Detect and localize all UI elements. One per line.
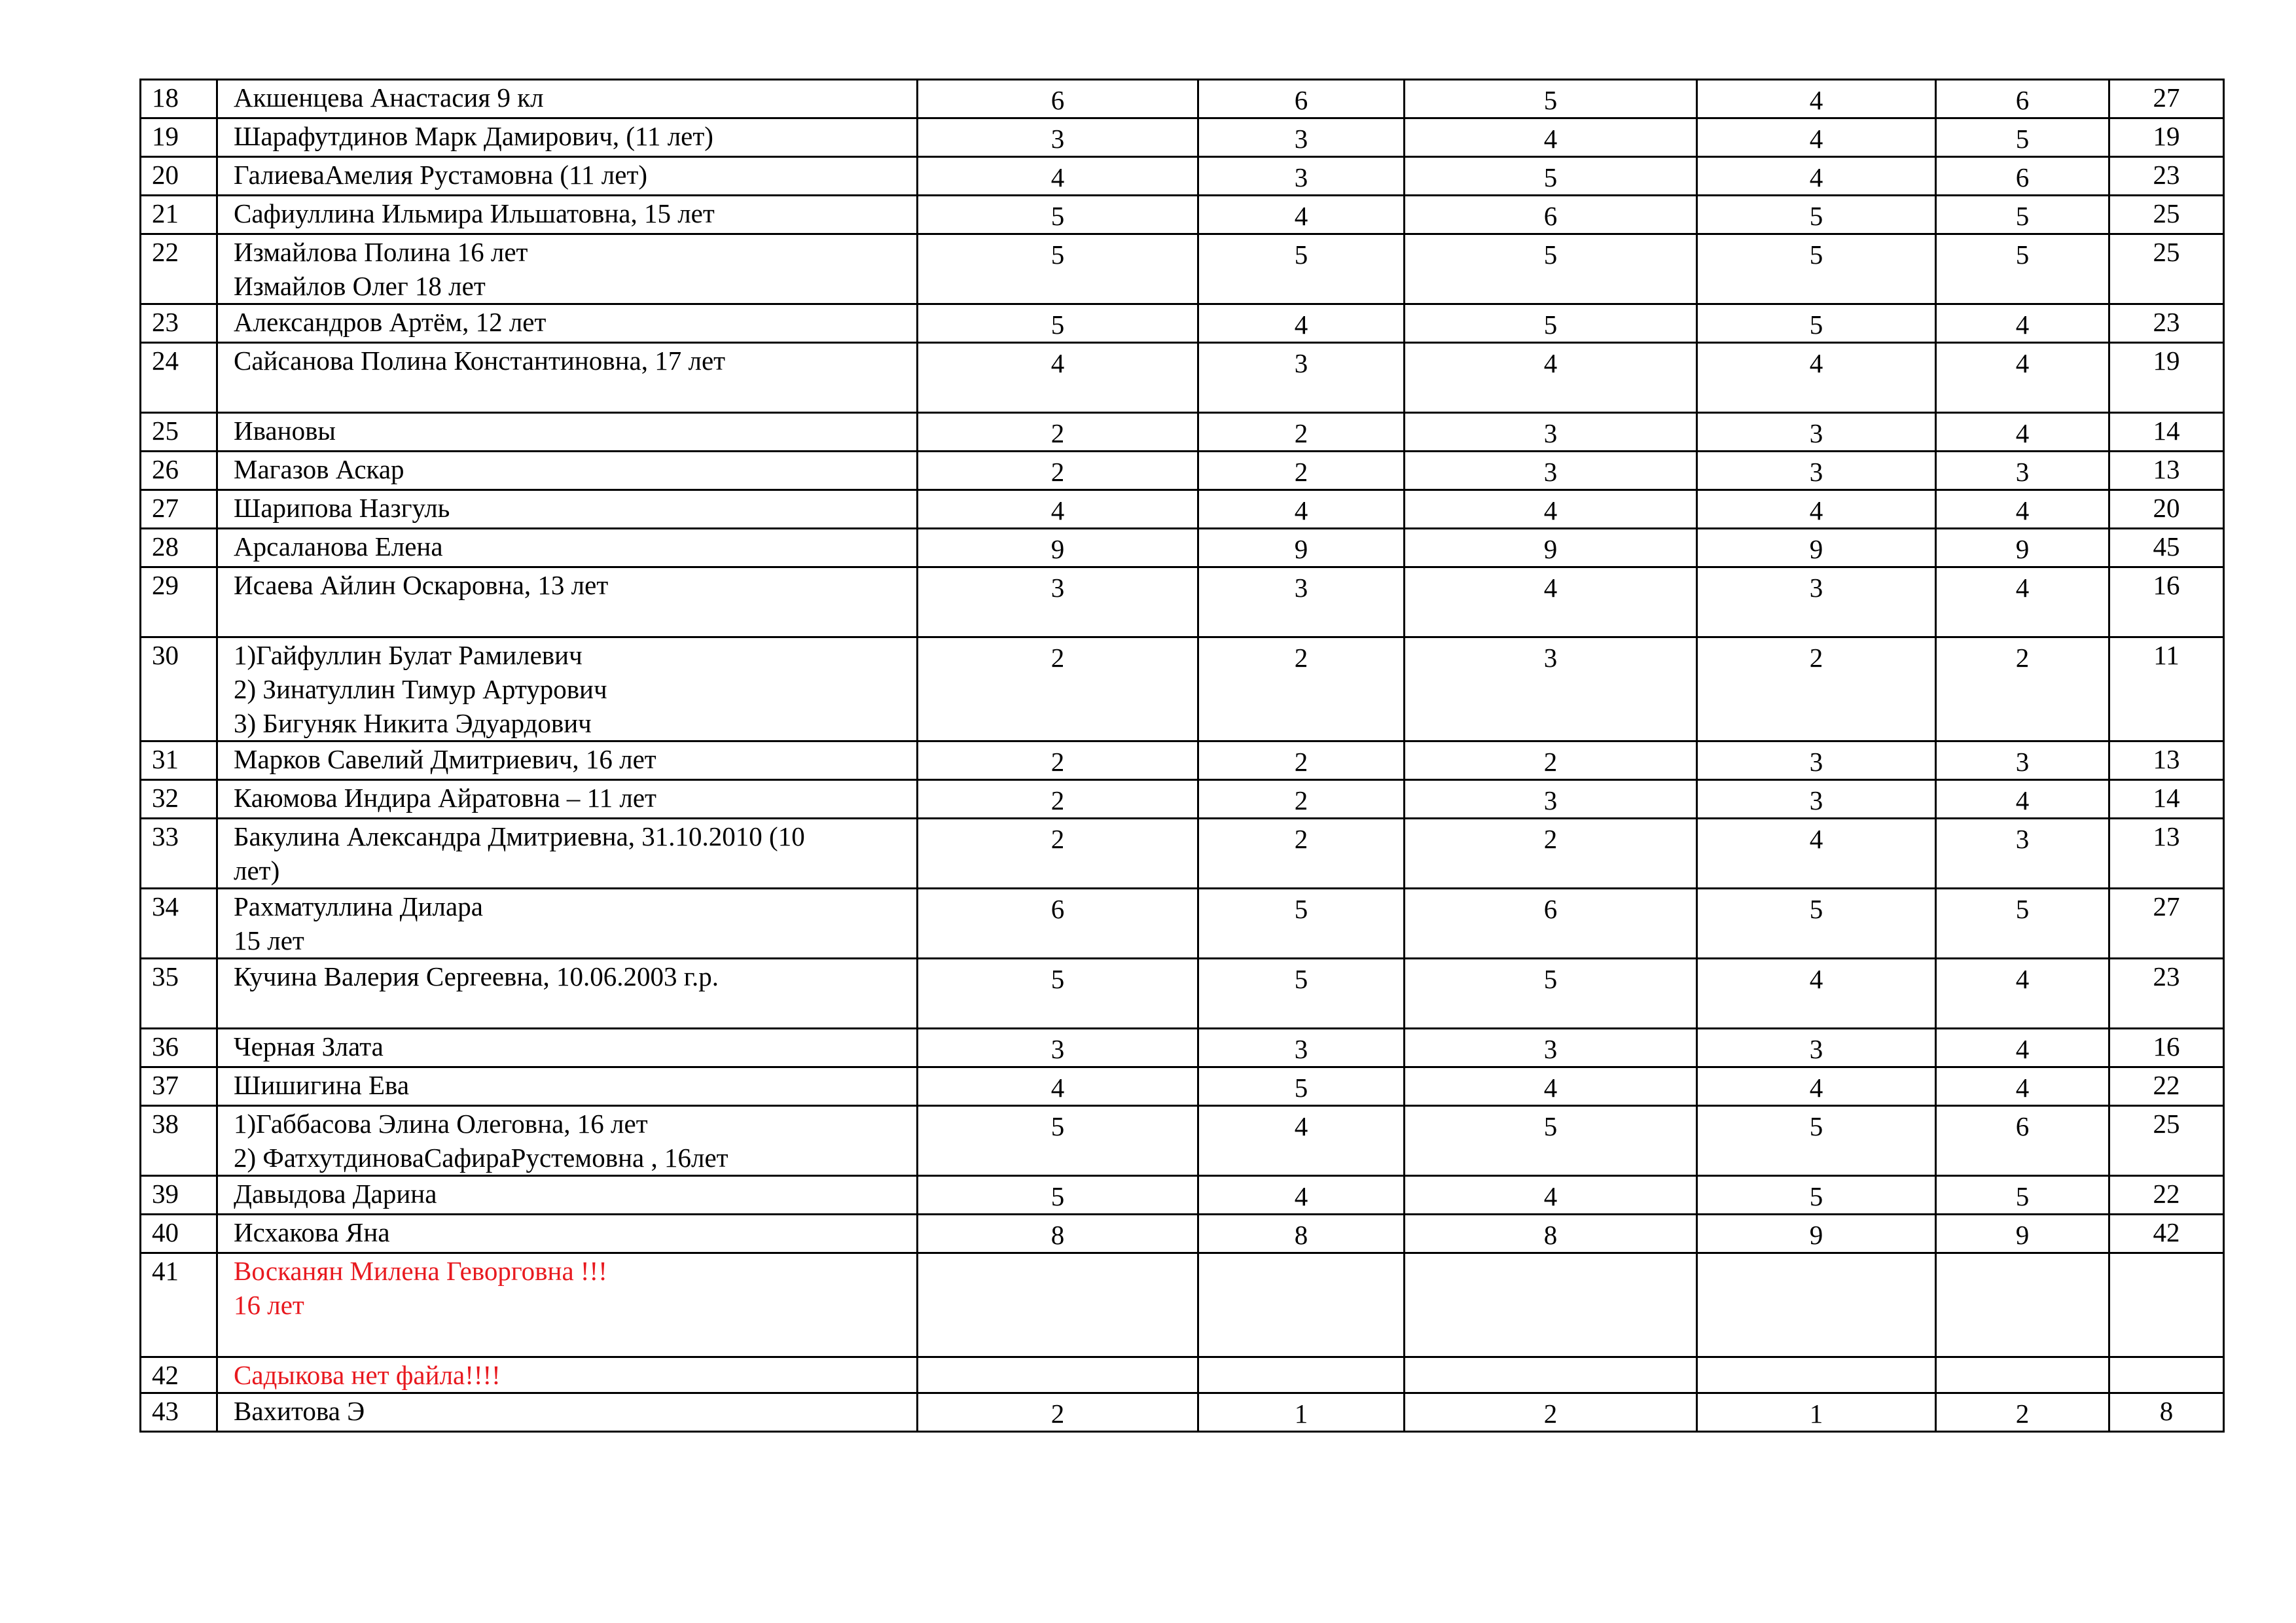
score-cell: 2 [918, 1393, 1198, 1432]
score-cell: 5 [1405, 157, 1697, 196]
participant-name-line: Бакулина Александра Дмитриевна, 31.10.2010 (10 [234, 821, 805, 851]
total-cell: 25 [2109, 234, 2224, 304]
score-cell [1697, 1253, 1936, 1357]
table-row [141, 889, 2224, 959]
table-row [141, 780, 2224, 819]
score-cell: 3 [1936, 741, 2109, 780]
participant-name-line: Вахитова Э [234, 1396, 365, 1426]
score-cell: 4 [1405, 567, 1697, 637]
score-cell: 4 [1697, 490, 1936, 529]
score-cell: 4 [1936, 413, 2109, 452]
table-row [141, 118, 2224, 157]
table-row [141, 234, 2224, 304]
score-cell: 8 [1405, 1215, 1697, 1253]
score-cell: 5 [918, 304, 1198, 343]
score-cell: 4 [1936, 567, 2109, 637]
participant-name [217, 741, 918, 780]
participant-name-line: 2) ФатхутдиноваСафираРустемовна , 16лет [234, 1143, 728, 1173]
participant-name [217, 452, 918, 490]
score-cell: 2 [1405, 819, 1697, 889]
participant-name-line: Шарафутдинов Марк Дамирович, (11 лет) [234, 121, 713, 151]
score-cell: 9 [1198, 529, 1405, 567]
score-cell [1198, 1357, 1405, 1393]
participant-name-line: Марков Савелий Дмитриевич, 16 лет [234, 744, 656, 774]
score-cell: 5 [918, 234, 1198, 304]
participant-name [217, 637, 918, 741]
total-cell: 16 [2109, 567, 2224, 637]
participant-name-line: Сайсанова Полина Константиновна, 17 лет [234, 346, 726, 376]
score-cell: 3 [1405, 637, 1697, 741]
row-number: 37 [141, 1067, 217, 1106]
table-row [141, 1067, 2224, 1106]
score-cell: 8 [918, 1215, 1198, 1253]
total-cell: 25 [2109, 196, 2224, 234]
table-row [141, 819, 2224, 889]
score-cell: 5 [1198, 1067, 1405, 1106]
participant-name [217, 196, 918, 234]
row-number: 29 [141, 567, 217, 637]
participant-name-line: Арсаланова Елена [234, 531, 443, 562]
score-cell: 5 [1405, 80, 1697, 118]
score-cell: 6 [1198, 80, 1405, 118]
score-cell: 5 [1697, 1176, 1936, 1215]
score-cell: 6 [1936, 1106, 2109, 1176]
participant-name [217, 959, 918, 1029]
table-row [141, 413, 2224, 452]
participant-name-line: Исхакова Яна [234, 1217, 390, 1247]
table-row [141, 80, 2224, 118]
row-number: 32 [141, 780, 217, 819]
score-cell: 4 [918, 1067, 1198, 1106]
total-cell: 22 [2109, 1067, 2224, 1106]
participant-name-line: Черная Злата [234, 1031, 384, 1061]
score-table [139, 79, 2225, 1433]
score-cell: 3 [1936, 819, 2109, 889]
row-number: 40 [141, 1215, 217, 1253]
participant-name-line: Кучина Валерия Сергеевна, 10.06.2003 г.р. [234, 961, 719, 991]
row-number: 35 [141, 959, 217, 1029]
participant-name [217, 1106, 918, 1176]
score-cell: 3 [918, 567, 1198, 637]
participant-name-line: Садыкова нет файла!!!! [234, 1360, 501, 1390]
participant-name [217, 118, 918, 157]
score-cell: 5 [1936, 196, 2109, 234]
score-cell: 6 [1936, 157, 2109, 196]
score-cell: 5 [1198, 234, 1405, 304]
participant-name [217, 1176, 918, 1215]
total-cell: 13 [2109, 452, 2224, 490]
score-cell: 3 [1936, 452, 2109, 490]
total-cell: 19 [2109, 118, 2224, 157]
score-cell: 9 [1936, 1215, 2109, 1253]
participant-name [217, 889, 918, 959]
score-table-body [141, 80, 2224, 1432]
score-cell: 4 [1405, 1067, 1697, 1106]
score-cell: 9 [1697, 529, 1936, 567]
score-cell: 2 [1936, 1393, 2109, 1432]
score-cell: 2 [1198, 741, 1405, 780]
score-cell: 4 [1936, 959, 2109, 1029]
participant-name-line: Акшенцева Анастасия 9 кл [234, 82, 544, 113]
participant-name-line [234, 1322, 916, 1356]
table-row [141, 1253, 2224, 1357]
row-number: 18 [141, 80, 217, 118]
row-number: 34 [141, 889, 217, 959]
score-cell: 5 [918, 1176, 1198, 1215]
participant-name-line: Рахматуллина Дилара [234, 891, 483, 921]
score-cell: 5 [1198, 889, 1405, 959]
score-cell: 3 [1198, 567, 1405, 637]
participant-name-line [234, 378, 916, 412]
table-row [141, 1176, 2224, 1215]
total-cell: 14 [2109, 413, 2224, 452]
score-cell [1936, 1253, 2109, 1357]
score-cell: 3 [1405, 413, 1697, 452]
participant-name-line: Магазов Аскар [234, 454, 404, 484]
total-cell [2109, 1357, 2224, 1393]
score-cell: 5 [1697, 304, 1936, 343]
score-cell: 4 [1936, 490, 2109, 529]
participant-name-line: 1)Гайфуллин Булат Рамилевич [234, 640, 583, 670]
row-number: 38 [141, 1106, 217, 1176]
table-row [141, 490, 2224, 529]
row-number: 24 [141, 343, 217, 413]
score-cell: 5 [1936, 889, 2109, 959]
table-row [141, 1215, 2224, 1253]
score-cell: 2 [918, 413, 1198, 452]
score-cell: 3 [1697, 1029, 1936, 1067]
score-cell: 2 [1198, 819, 1405, 889]
participant-name [217, 343, 918, 413]
participant-name-line: 2) Зинатуллин Тимур Артурович [234, 674, 607, 704]
score-cell [1198, 1253, 1405, 1357]
participant-name [217, 1357, 918, 1393]
total-cell: 25 [2109, 1106, 2224, 1176]
score-cell: 2 [1198, 413, 1405, 452]
score-cell: 3 [918, 1029, 1198, 1067]
row-number: 31 [141, 741, 217, 780]
total-cell: 23 [2109, 157, 2224, 196]
score-cell: 4 [1198, 1176, 1405, 1215]
score-cell: 3 [1697, 452, 1936, 490]
row-number: 28 [141, 529, 217, 567]
score-cell: 4 [1936, 304, 2109, 343]
score-cell [918, 1357, 1198, 1393]
participant-name [217, 1067, 918, 1106]
score-cell: 9 [918, 529, 1198, 567]
score-cell: 9 [1405, 529, 1697, 567]
score-cell: 3 [1697, 741, 1936, 780]
table-row [141, 637, 2224, 741]
participant-name [217, 413, 918, 452]
score-cell: 2 [1936, 637, 2109, 741]
participant-name [217, 1393, 918, 1432]
participant-name-line: Шарипова Назгуль [234, 493, 450, 523]
score-cell [918, 1253, 1198, 1357]
score-cell: 4 [1405, 490, 1697, 529]
total-cell: 8 [2109, 1393, 2224, 1432]
score-cell: 6 [918, 80, 1198, 118]
score-cell: 4 [918, 157, 1198, 196]
score-cell: 4 [1936, 1029, 2109, 1067]
participant-name [217, 780, 918, 819]
score-cell: 3 [1198, 343, 1405, 413]
participant-name [217, 234, 918, 304]
score-cell: 4 [1697, 343, 1936, 413]
score-cell: 2 [918, 780, 1198, 819]
table-row [141, 1357, 2224, 1393]
score-cell [1405, 1253, 1697, 1357]
score-cell: 4 [1697, 959, 1936, 1029]
participant-name [217, 304, 918, 343]
participant-name [217, 490, 918, 529]
score-cell: 4 [1198, 490, 1405, 529]
score-cell: 2 [1405, 1393, 1697, 1432]
score-cell: 9 [1936, 529, 2109, 567]
table-row [141, 452, 2224, 490]
participant-name-line: Александров Артём, 12 лет [234, 307, 547, 337]
score-cell: 1 [1697, 1393, 1936, 1432]
score-cell: 2 [918, 819, 1198, 889]
total-cell [2109, 1253, 2224, 1357]
score-cell: 4 [1405, 343, 1697, 413]
table-row [141, 1106, 2224, 1176]
row-number: 22 [141, 234, 217, 304]
participant-name-line: Восканян Милена Геворговна !!! [234, 1256, 607, 1286]
score-cell: 6 [1405, 889, 1697, 959]
score-cell: 3 [1405, 1029, 1697, 1067]
participant-name-line [234, 993, 916, 1027]
table-row [141, 304, 2224, 343]
score-cell: 4 [1405, 1176, 1697, 1215]
score-cell: 2 [918, 637, 1198, 741]
score-cell [1697, 1357, 1936, 1393]
total-cell: 13 [2109, 819, 2224, 889]
score-cell: 5 [1697, 889, 1936, 959]
total-cell: 42 [2109, 1215, 2224, 1253]
score-cell: 3 [1405, 452, 1697, 490]
participant-name-line: Давыдова Дарина [234, 1179, 437, 1209]
score-cell: 6 [1936, 80, 2109, 118]
score-cell: 4 [1697, 118, 1936, 157]
row-number: 23 [141, 304, 217, 343]
total-cell: 23 [2109, 304, 2224, 343]
table-row [141, 343, 2224, 413]
total-cell: 45 [2109, 529, 2224, 567]
score-cell: 4 [1697, 157, 1936, 196]
score-cell: 5 [1405, 959, 1697, 1029]
score-cell: 4 [1936, 780, 2109, 819]
score-cell: 4 [1697, 80, 1936, 118]
participant-name-line: 16 лет [234, 1290, 304, 1320]
participant-name-line: Измайлов Олег 18 лет [234, 271, 486, 301]
participant-name [217, 80, 918, 118]
score-cell: 3 [1198, 1029, 1405, 1067]
table-row [141, 529, 2224, 567]
table-row [141, 196, 2224, 234]
score-cell: 5 [918, 959, 1198, 1029]
participant-name-line: Измайлова Полина 16 лет [234, 237, 528, 267]
score-cell: 4 [1198, 304, 1405, 343]
score-cell: 2 [1405, 741, 1697, 780]
score-cell: 4 [1936, 343, 2109, 413]
score-cell: 3 [1697, 567, 1936, 637]
total-cell: 14 [2109, 780, 2224, 819]
score-cell: 2 [1198, 780, 1405, 819]
score-cell: 4 [918, 490, 1198, 529]
total-cell: 23 [2109, 959, 2224, 1029]
participant-name-line: 15 лет [234, 925, 304, 955]
total-cell: 20 [2109, 490, 2224, 529]
table-row [141, 567, 2224, 637]
score-cell: 9 [1697, 1215, 1936, 1253]
participant-name-line: 1)Габбасова Элина Олеговна, 16 лет [234, 1109, 648, 1139]
score-cell: 6 [1405, 196, 1697, 234]
score-cell: 5 [1936, 1176, 2109, 1215]
participant-name [217, 529, 918, 567]
participant-name [217, 1253, 918, 1357]
score-cell: 5 [1697, 234, 1936, 304]
score-cell: 4 [1936, 1067, 2109, 1106]
participant-name [217, 819, 918, 889]
score-cell: 2 [918, 452, 1198, 490]
score-cell: 5 [1405, 234, 1697, 304]
score-cell: 3 [1697, 413, 1936, 452]
total-cell: 11 [2109, 637, 2224, 741]
row-number: 27 [141, 490, 217, 529]
participant-name-line: Сафиуллина Ильмира Ильшатовна, 15 лет [234, 198, 715, 228]
row-number: 42 [141, 1357, 217, 1393]
participant-name [217, 1215, 918, 1253]
score-cell: 4 [918, 343, 1198, 413]
row-number: 20 [141, 157, 217, 196]
row-number: 21 [141, 196, 217, 234]
participant-name-line: ГалиеваАмелия Рустамовна (11 лет) [234, 160, 648, 190]
participant-name-line: Исаева Айлин Оскаровна, 13 лет [234, 570, 609, 600]
table-row [141, 1393, 2224, 1432]
score-cell: 5 [1405, 304, 1697, 343]
row-number: 19 [141, 118, 217, 157]
row-number: 26 [141, 452, 217, 490]
score-cell: 4 [1198, 196, 1405, 234]
score-cell: 3 [1405, 780, 1697, 819]
score-cell: 2 [1198, 637, 1405, 741]
score-cell: 4 [1198, 1106, 1405, 1176]
score-cell: 6 [918, 889, 1198, 959]
score-cell: 8 [1198, 1215, 1405, 1253]
row-number: 25 [141, 413, 217, 452]
score-cell: 4 [1697, 819, 1936, 889]
score-cell: 2 [1198, 452, 1405, 490]
row-number: 30 [141, 637, 217, 741]
total-cell: 22 [2109, 1176, 2224, 1215]
participant-name-line: Шишигина Ева [234, 1070, 410, 1100]
total-cell: 27 [2109, 889, 2224, 959]
row-number: 36 [141, 1029, 217, 1067]
row-number: 33 [141, 819, 217, 889]
score-cell: 3 [1198, 118, 1405, 157]
score-cell: 5 [918, 196, 1198, 234]
participant-name-line: лет) [234, 855, 280, 885]
participant-name [217, 1029, 918, 1067]
score-cell: 5 [918, 1106, 1198, 1176]
score-cell: 5 [1936, 234, 2109, 304]
participant-name [217, 157, 918, 196]
score-cell: 4 [1405, 118, 1697, 157]
score-cell: 5 [1697, 196, 1936, 234]
participant-name-line: Каюмова Индира Айратовна – 11 лет [234, 783, 656, 813]
total-cell: 13 [2109, 741, 2224, 780]
score-cell: 5 [1936, 118, 2109, 157]
score-cell: 3 [1198, 157, 1405, 196]
participant-name-line: Ивановы [234, 416, 336, 446]
table-row [141, 157, 2224, 196]
score-cell: 4 [1697, 1067, 1936, 1106]
score-cell: 5 [1697, 1106, 1936, 1176]
total-cell: 16 [2109, 1029, 2224, 1067]
row-number: 39 [141, 1176, 217, 1215]
score-cell [1405, 1357, 1697, 1393]
table-row [141, 741, 2224, 780]
score-cell [1936, 1357, 2109, 1393]
row-number: 41 [141, 1253, 217, 1357]
score-cell: 1 [1198, 1393, 1405, 1432]
participant-name-line: 3) Бигуняк Никита Эдуардович [234, 708, 592, 738]
total-cell: 27 [2109, 80, 2224, 118]
score-cell: 2 [918, 741, 1198, 780]
score-cell: 5 [1405, 1106, 1697, 1176]
participant-name-line [234, 602, 916, 636]
row-number: 43 [141, 1393, 217, 1432]
score-cell: 3 [1697, 780, 1936, 819]
score-cell: 5 [1198, 959, 1405, 1029]
score-cell: 2 [1697, 637, 1936, 741]
table-row [141, 1029, 2224, 1067]
score-cell: 3 [918, 118, 1198, 157]
total-cell: 19 [2109, 343, 2224, 413]
participant-name [217, 567, 918, 637]
table-row [141, 959, 2224, 1029]
